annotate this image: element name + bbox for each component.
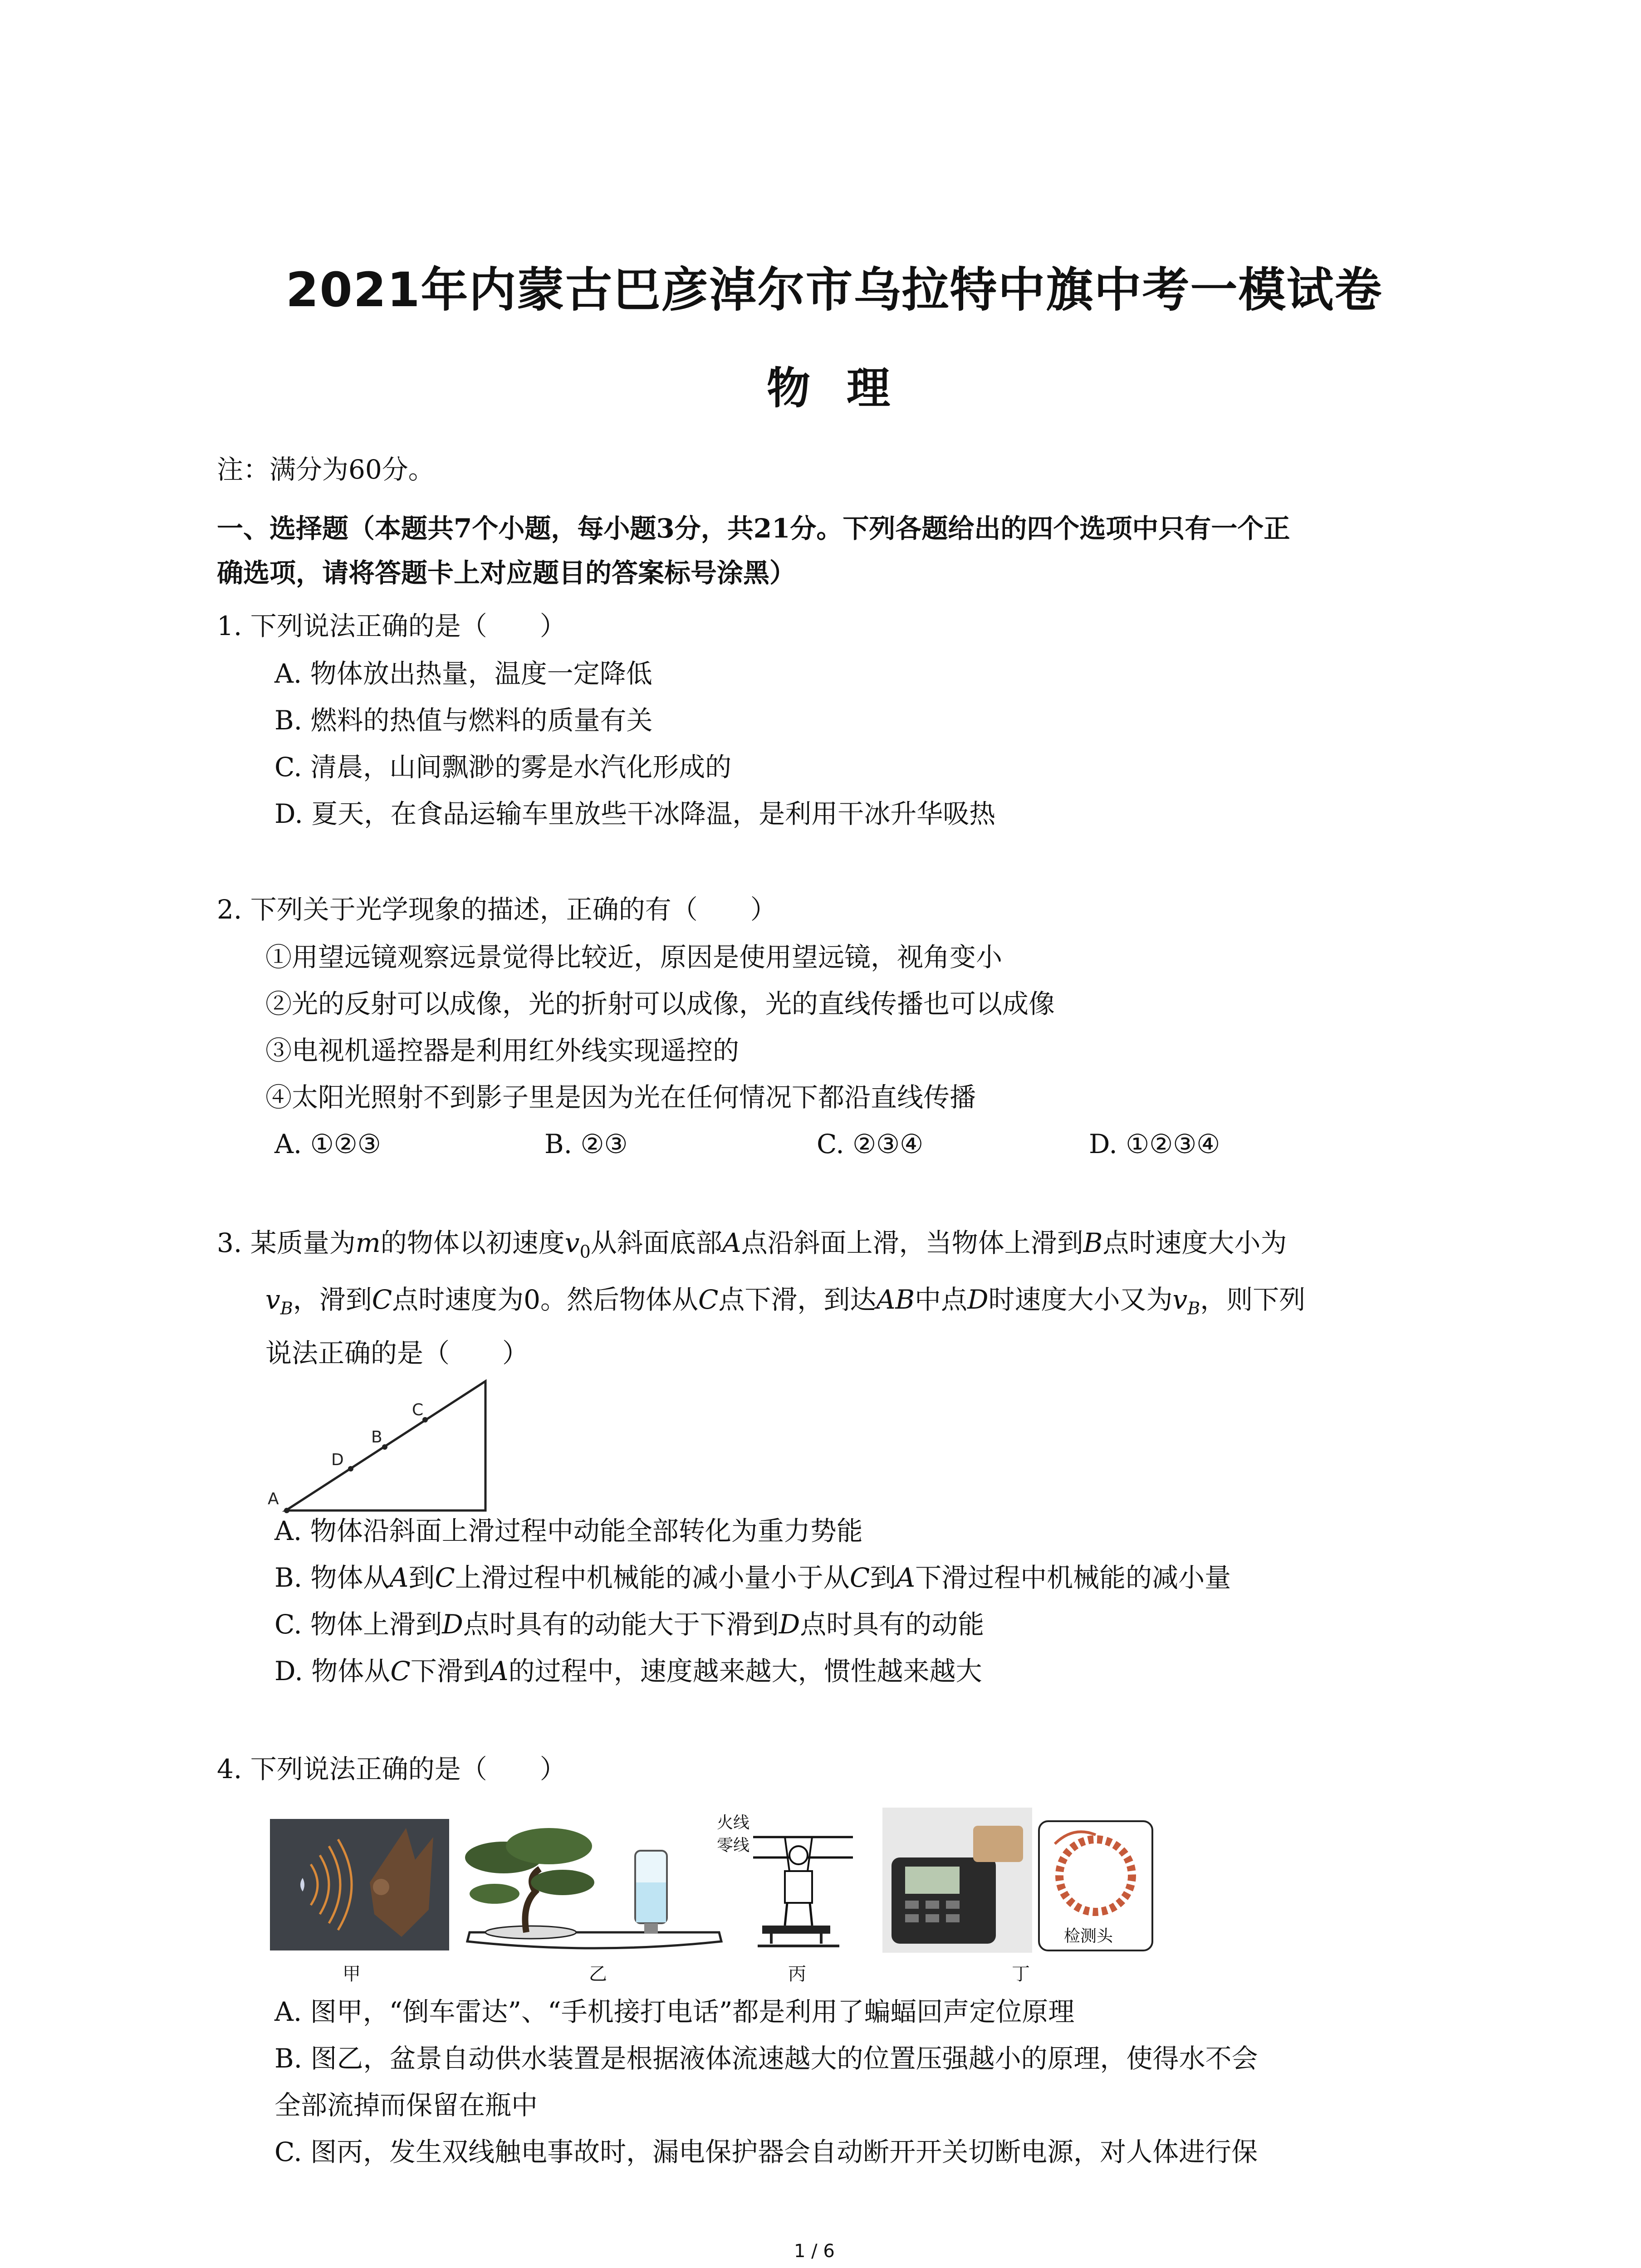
person-head-icon — [789, 1846, 808, 1864]
insulating-stool-icon — [762, 1926, 830, 1934]
q1-stem: 1. 下列说法正确的是（ ） — [217, 611, 566, 641]
q4-option-b-line1: B. 图乙，盆景自动供水装置是根据液体流速越大的位置压强越小的原理，使得水不会 — [274, 2043, 1258, 2074]
q3-line3: 说法正确的是（ ） — [265, 1338, 529, 1369]
q3-option-d: D. 物体从C下滑到A的过程中，速度越来越大，惯性越来越大 — [274, 1656, 982, 1686]
live-wire-label: 火线 — [717, 1813, 750, 1832]
q4-option-b-line2: 全部流掉而保留在瓶中 — [274, 2090, 538, 2121]
q3-option-a: A. 物体沿斜面上滑过程中动能全部转化为重力势能 — [274, 1515, 863, 1546]
q2-statement-3: ③电视机遥控器是利用红外线实现遥控的 — [265, 1035, 740, 1066]
card-reader-image — [882, 1808, 1155, 1953]
label-a: A — [268, 1490, 279, 1508]
caption-ding: 丁 — [1012, 1964, 1030, 1984]
q1-option-d: D. 夏天，在食品运输车里放些干冰降温，是利用干冰升华吸热 — [274, 798, 996, 829]
q2-option-d: D. ①②③④ — [1089, 1129, 1220, 1159]
point-d — [348, 1466, 353, 1471]
caption-jia: 甲 — [343, 1964, 361, 1984]
label-d: D — [331, 1451, 344, 1469]
q4-stem: 4. 下列说法正确的是（ ） — [217, 1754, 566, 1784]
section-heading-line1: 一、选择题（本题共7个小题，每小题3分，共21分。下列各题给出的四个选项中只有一个正 — [217, 513, 1290, 544]
label-c: C — [412, 1401, 424, 1419]
q3-option-c: C. 物体上滑到D点时具有的动能大于下滑到D点时具有的动能 — [274, 1609, 985, 1640]
q1-option-b: B. 燃料的热值与燃料的质量有关 — [274, 705, 653, 736]
q3-line2: $v_B$，滑到C点时速度为0。然后物体从C点下滑，到达AB中点D时速度大小又为$v_B$，则下列 — [265, 1284, 1306, 1319]
q1-option-a: A. 物体放出热量，温度一定降低 — [274, 658, 652, 689]
q1-option-c: C. 清晨，山间飘渺的雾是水汽化形成的 — [274, 752, 732, 782]
q4-option-c-line1: C. 图丙，发生双线触电事故时，漏电保护器会自动断开开关切断电源，对人体进行保 — [274, 2136, 1258, 2167]
score-note: 注：满分为60分。 — [217, 454, 435, 485]
neutral-wire-label: 零线 — [717, 1836, 750, 1855]
q2-option-a: A. ①②③ — [274, 1129, 381, 1159]
label-b: B — [371, 1428, 382, 1447]
q2-option-c: C. ②③④ — [817, 1129, 924, 1159]
q2-statement-4: ④太阳光照射不到影子里是因为光在任何情况下都沿直线传播 — [265, 1082, 976, 1113]
hand-card-icon — [973, 1826, 1023, 1862]
point-a — [284, 1508, 289, 1513]
q4-option-a: A. 图甲，“倒车雷达”、“手机接打电话”都是利用了蝙蝠回声定位原理 — [274, 1996, 1075, 2027]
subject-title: 物理 — [767, 363, 926, 414]
q2-statement-1: ①用望远镜观察远景觉得比较近，原因是使用望远镜，视角变小 — [265, 942, 1003, 973]
incline-figure — [268, 1374, 495, 1515]
q2-stem: 2. 下列关于光学现象的描述，正确的有（ ） — [217, 894, 777, 925]
bat-echolocation-image — [270, 1819, 449, 1950]
q2-statement-2: ②光的反射可以成像，光的折射可以成像，光的直线传播也可以成像 — [265, 988, 1055, 1019]
caption-yi: 乙 — [589, 1964, 607, 1984]
q2-option-b: B. ②③ — [544, 1129, 628, 1159]
exam-title: 2021年内蒙古巴彦淖尔市乌拉特中旗中考一模试卷 — [286, 262, 1383, 318]
section-heading-line2: 确选项，请将答题卡上对应题目的答案标号涂黑） — [217, 557, 796, 588]
q3-option-b: B. 物体从A到C上滑过程中机械能的减小量小于从C到A下滑过程中机械能的减小量 — [274, 1562, 1231, 1593]
q3-line1: 3. 某质量为m的物体以初速度$v_0$从斜面底部A点沿斜面上滑，当物体上滑到B点时速度大小为 — [217, 1227, 1287, 1262]
caption-bing: 丙 — [788, 1964, 806, 1984]
point-b — [382, 1444, 387, 1450]
double-wire-shock-image — [717, 1812, 862, 1948]
detector-label: 检测头 — [1064, 1927, 1113, 1945]
bonsai-water-supply-image — [458, 1819, 730, 1955]
page-number: 1 / 6 — [794, 2241, 835, 2262]
